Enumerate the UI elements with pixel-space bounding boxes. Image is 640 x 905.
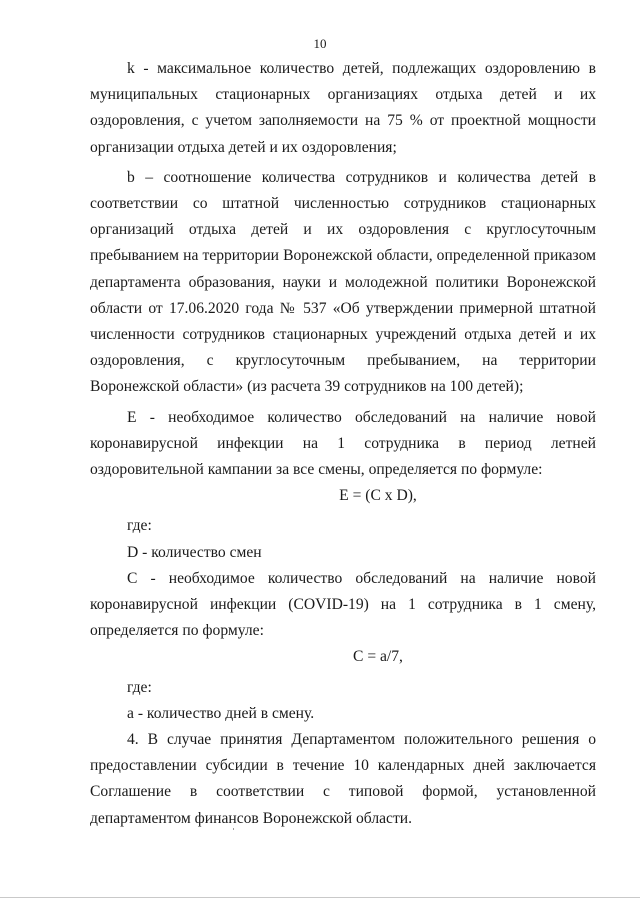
document-body [90, 56, 596, 832]
where-label: где: [127, 517, 152, 535]
formula-c: С = a/7, [353, 648, 403, 666]
paragraph-e-definition: Е - необходимое количество обследований на наличие новой коронавирусной инфекции на 1 сотрудника в период летней оздоровительной кампании за все смены, определяется по формуле: [90, 408, 596, 479]
paragraph-item-4: 4. В случае принятия Департаментом положительного решения о предоставлении субсидии в течение 10 календарных дней заключается Соглашение в соответствии с типовой формой, установленной департаментом финансов Воронежской области. [90, 731, 596, 827]
paragraph-b-definition: b – соотношение количества сотрудников и количества детей в соответствии со штатной численностью сотрудников стационарных организаций отдыха детей и их оздоровления с круглосуточным пребыванием на территории Воронежской области, определенной приказом департамента образования, науки и молодежной политики Воронежской области от 17.06.2020 года № 537 «Об утверждении примерной штатной численности сотрудников стационарных учреждений отдыха детей и их оздоровления, с круглосуточным пребыванием, на территории Воронежской области» (из расчета 39 сотрудников на 100 детей); [90, 168, 596, 396]
formula-e: E = (C x D), [339, 487, 417, 505]
paragraph-c-definition: С - необходимое количество обследований на наличие новой коронавирусной инфекции (COVID-19) на 1 сотрудника в 1 смену, определяется по формуле: [90, 569, 596, 640]
paragraph-k-definition: k - максимальное количество детей, подлежащих оздоровлению в муниципальных стационарных организациях отдыха детей и их оздоровления, с учетом заполняемости на 75 % от проектной мощности организации отдыха детей и их оздоровления; [90, 60, 596, 156]
scan-speck [233, 828, 234, 830]
page-bottom-edge [0, 897, 640, 898]
paragraph-a-definition: а - количество дней в смену. [127, 704, 315, 722]
where-label: где: [127, 678, 152, 696]
page-number: 10 [313, 36, 327, 51]
paragraph-d-definition: D - количество смен [127, 543, 262, 561]
